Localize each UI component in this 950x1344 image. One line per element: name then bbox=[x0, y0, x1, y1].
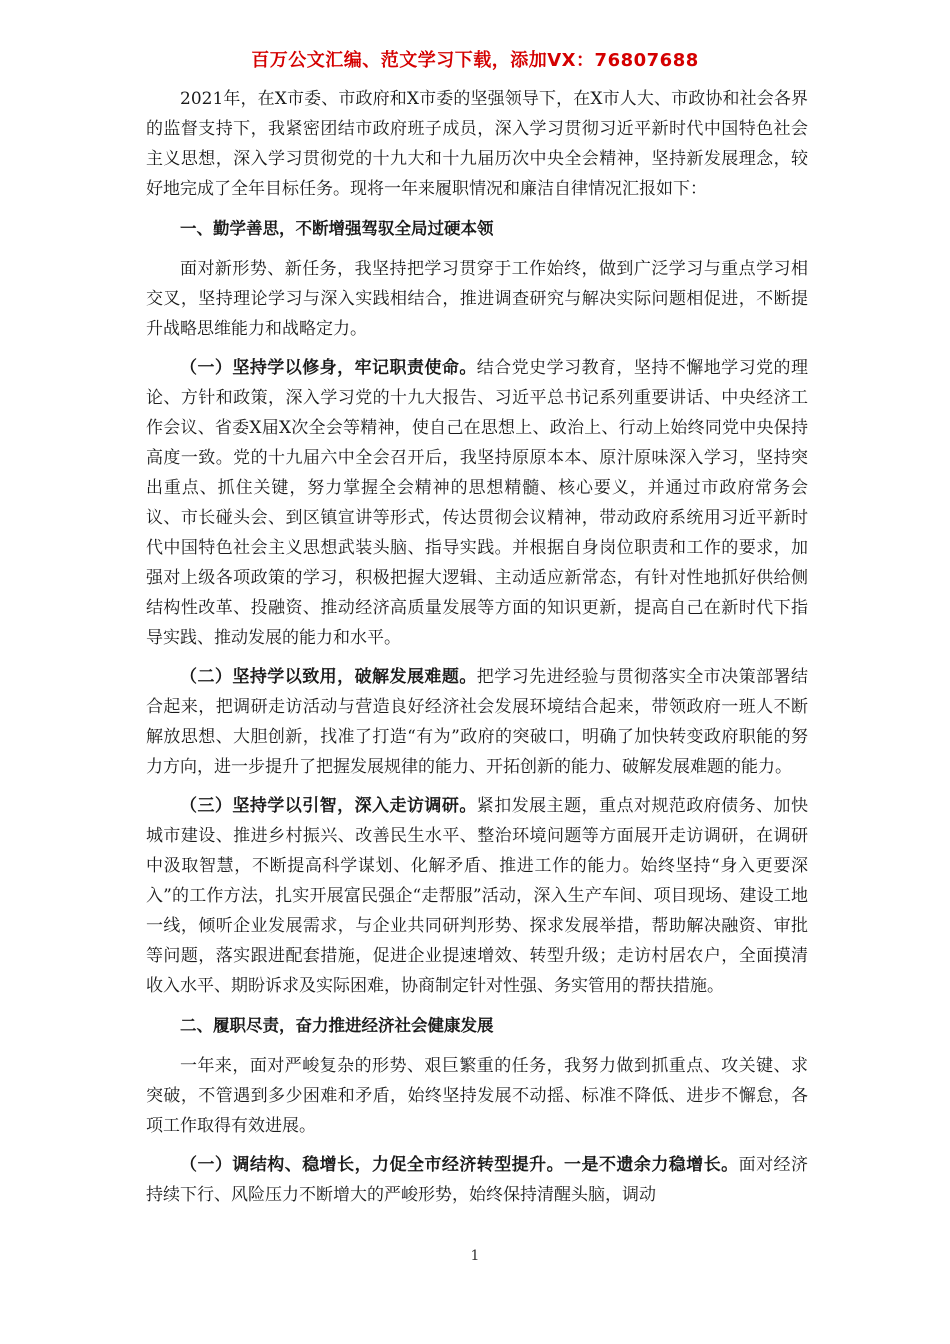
section-2-heading: 二、履职尽责，奋力推进经济社会健康发展 bbox=[180, 1016, 494, 1035]
section-1-item-1-lead: （一）坚持学以修身，牢记职责使命。 bbox=[180, 358, 477, 378]
section-1-item-1-paragraph bbox=[146, 353, 808, 653]
section-1-item-1-text: 结合党史学习教育，坚持不懈地学习党的理论、方针和政策，深入学习党的十九大报告、习近平总书记系列重要讲话、中央经济工作会议、省委X届X次全会等精神，使自己在思想上、政治上、行动上始终同党中央保持高度一致。党的十九届六中全会召开后，我坚持原原本本、原汁原味深入学习，坚持突出重点、抓住关键，努力掌握全会精神的思想精髓、核心要义，并通过市政府常务会议、市长碰头会、到区镇宣讲等形式，传达贯彻会议精神，带动政府系统用习近平新时代中国特色社会主义思想武装头脑、指导实践。并根据自身岗位职责和工作的要求，加强对上级各项政策的学习，积极把握大逻辑、主动适应新常态，有针对性地抓好供给侧结构性改革、投融资、推动经济高质量发展等方面的知识更新，提高自己在新时代下指导实践、推动发展的能力和水平。 bbox=[146, 358, 809, 648]
section-2-item-1-paragraph bbox=[146, 1150, 808, 1210]
section-2-item-1-lead: （一）调结构、稳增长，力促全市经济转型提升。一是不遗余力稳增长。 bbox=[180, 1155, 739, 1175]
section-1-item-2-paragraph bbox=[146, 662, 808, 782]
section-1-item-2-text: 把学习先进经验与贯彻落实全市决策部署结合起来，把调研走访活动与营造良好经济社会发展环境结合起来，带领政府一班人不断解放思想、大胆创新，找准了打造“有为”政府的突破口，明确了加快转变政府职能的努力方向，进一步提升了把握发展规律的能力、开拓创新的能力、破解发展难题的能力。 bbox=[146, 667, 809, 777]
section-2-item-1-text: 面对经济持续下行、风险压力不断增大的严峻形势，始终保持清醒头脑，调动 bbox=[146, 1155, 809, 1205]
section-1-item-2-lead: （二）坚持学以致用，破解发展难题。 bbox=[180, 667, 477, 687]
section-1-intro-paragraph: 面对新形势、新任务，我坚持把学习贯穿于工作始终，做到广泛学习与重点学习相交叉，坚持理论学习与深入实践相结合，推进调查研究与解决实际问题相促进，不断提升战略思维能力和战略定力。 bbox=[146, 259, 808, 339]
section-2-intro-paragraph: 一年来，面对严峻复杂的形势、艰巨繁重的任务，我努力做到抓重点、攻关键、求突破，不管遇到多少困难和矛盾，始终坚持发展不动摇、标准不降低、进步不懈怠，各项工作取得有效进展。 bbox=[146, 1056, 808, 1136]
section-1-item-3-text: 紧扣发展主题，重点对规范政府债务、加快城市建设、推进乡村振兴、改善民生水平、整治环境问题等方面展开走访调研，在调研中汲取智慧，不断提高科学谋划、化解矛盾、推进工作的能力。始终坚持“身入更要深入”的工作方法，扎实开展富民强企“走帮服”活动，深入生产车间、项目现场、建设工地一线，倾听企业发展需求，与企业共同研判形势、探求发展举措，帮助解决融资、审批等问题，落实跟进配套措施，促进企业提速增效、转型升级；走访村居农户，全面摸清收入水平、期盼诉求及实际困难，协商制定针对性强、务实管用的帮扶措施。 bbox=[146, 796, 809, 996]
document-body bbox=[146, 84, 808, 1210]
section-1-item-3-lead: （三）坚持学以引智，深入走访调研。 bbox=[180, 796, 477, 816]
intro-paragraph: 2021年，在X市委、市政府和X市委的坚强领导下，在X市人大、市政协和社会各界的监督支持下，我紧密团结市政府班子成员，深入学习贯彻习近平新时代中国特色社会主义思想，深入学习贯彻党的十九大和十九届历次中央全会精神，坚持新发展理念，较好地完成了全年目标任务。现将一年来履职情况和廉洁自律情况汇报如下： bbox=[146, 89, 808, 199]
section-1-item-3-paragraph bbox=[146, 791, 808, 1001]
section-1-heading: 一、勤学善思，不断增强驾驭全局过硬本领 bbox=[180, 219, 494, 238]
watermark-banner: 百万公文汇编、范文学习下载，添加VX：76807688 bbox=[251, 50, 699, 71]
page-number: 1 bbox=[470, 1248, 480, 1264]
